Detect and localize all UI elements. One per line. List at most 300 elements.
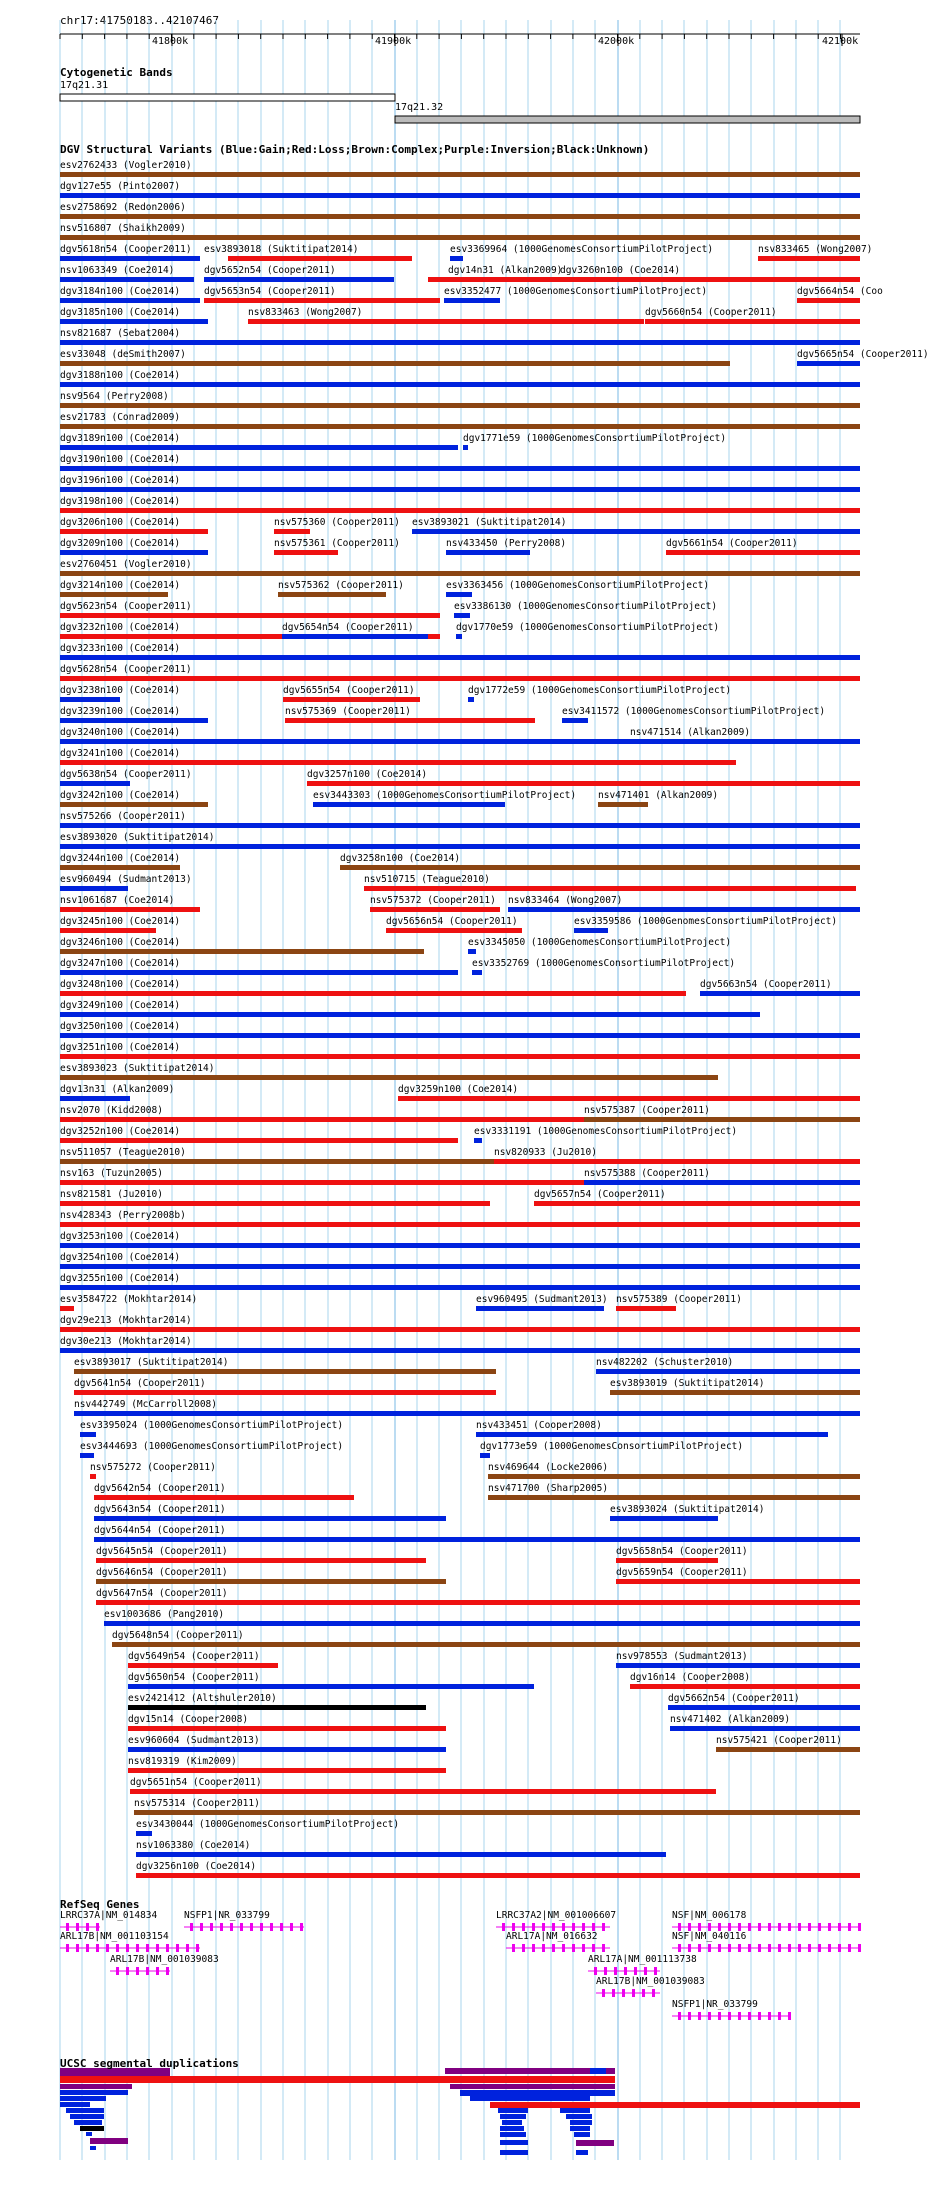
segdup-block [60, 2102, 90, 2107]
variant-bar [60, 1012, 760, 1017]
variant-bar [60, 571, 860, 576]
variant-label[interactable]: dgv3189n100 (Coe2014) [60, 433, 181, 444]
variant-label[interactable]: dgv3260n100 (Coe2014) [560, 265, 681, 276]
variant-bar [60, 781, 130, 786]
variant-bar [60, 613, 440, 618]
variant-label[interactable]: nsv482202 (Schuster2010) [596, 1357, 734, 1368]
variant-label[interactable]: esv3395024 (1000GenomesConsortiumPilotProject) [80, 1420, 344, 1431]
variant-label[interactable]: esv3430044 (1000GenomesConsortiumPilotProject) [136, 1819, 400, 1830]
variant-label[interactable]: nsv1063349 (Coe2014) [60, 265, 175, 276]
variant-bar [60, 1033, 860, 1038]
variant-label[interactable]: dgv3246n100 (Coe2014) [60, 937, 181, 948]
variant-label[interactable]: nsv821687 (Sebat2004) [60, 328, 181, 339]
variant-label[interactable]: nsv833463 (Wong2007) [248, 307, 363, 318]
variant-label[interactable]: dgv3249n100 (Coe2014) [60, 1000, 181, 1011]
refseq-exon [778, 2012, 781, 2020]
variant-label[interactable]: dgv5661n54 (Cooper2011) [666, 538, 798, 549]
ruler-tick-label: 42000k [598, 36, 635, 47]
variant-bar [468, 697, 474, 702]
variant-label[interactable]: nsv575372 (Cooper2011) [370, 895, 496, 906]
ruler-tick-label: 41800k [152, 36, 189, 47]
refseq-gene-label[interactable]: NSF|NM_040116 [672, 1931, 747, 1942]
refseq-exon [818, 1944, 821, 1952]
variant-label[interactable]: dgv5649n54 (Cooper2011) [128, 1651, 260, 1662]
variant-label[interactable]: dgv1773e59 (1000GenomesConsortiumPilotProject) [480, 1441, 744, 1452]
refseq-gene-label[interactable]: LRRC37A2|NM_001006607 [496, 1910, 617, 1921]
variant-label[interactable]: esv2758692 (Redon2006) [60, 202, 186, 213]
segdup-block [445, 2076, 615, 2083]
variant-label[interactable]: esv3893024 (Suktitipat2014) [610, 1504, 765, 1515]
variant-label[interactable]: nsv820933 (Ju2010) [494, 1147, 597, 1158]
segdup-block [500, 2140, 528, 2145]
variant-label[interactable]: dgv15n14 (Cooper2008) [128, 1714, 249, 1725]
refseq-exon [632, 1989, 635, 1997]
variant-label[interactable]: nsv575389 (Cooper2011) [616, 1294, 742, 1305]
variant-label[interactable]: dgv5659n54 (Cooper2011) [616, 1567, 748, 1578]
segdup-block [60, 2076, 460, 2083]
variant-label[interactable]: esv2760451 (Vogler2010) [60, 559, 192, 570]
cytoband-label-1: 17q21.31 [60, 80, 109, 91]
variant-label[interactable]: nsv575388 (Cooper2011) [584, 1168, 710, 1179]
variant-bar [60, 928, 156, 933]
variant-bar [60, 655, 860, 660]
variant-label[interactable]: dgv5623n54 (Cooper2011) [60, 601, 192, 612]
variant-label[interactable]: nsv575266 (Cooper2011) [60, 811, 186, 822]
variant-bar [494, 1159, 860, 1164]
variant-bar [307, 781, 860, 786]
refseq-exon [848, 1923, 851, 1931]
variant-bar [128, 1705, 426, 1710]
variant-label[interactable]: dgv5651n54 (Cooper2011) [130, 1777, 262, 1788]
variant-label[interactable]: nsv575361 (Cooper2011) [274, 538, 400, 549]
variant-bar [136, 1873, 860, 1878]
variant-bar [282, 634, 428, 639]
variant-bar [96, 1600, 860, 1605]
variant-label[interactable]: dgv5643n54 (Cooper2011) [94, 1504, 226, 1515]
variant-label[interactable]: nsv442749 (McCarroll2008) [74, 1399, 217, 1410]
variant-label[interactable]: dgv3258n100 (Coe2014) [340, 853, 461, 864]
variant-label[interactable]: esv3386130 (1000GenomesConsortiumPilotProject) [454, 601, 718, 612]
variant-bar [60, 844, 860, 849]
variant-label[interactable]: nsv469644 (Locke2006) [488, 1462, 609, 1473]
variant-label[interactable]: nsv575272 (Cooper2011) [90, 1462, 216, 1473]
segdup-block [90, 2146, 96, 2150]
variant-bar [60, 445, 458, 450]
variant-bar [428, 277, 860, 282]
variant-label[interactable]: nsv2070 (Kidd2008) [60, 1105, 163, 1116]
variant-label[interactable]: dgv3206n100 (Coe2014) [60, 517, 181, 528]
variant-bar [60, 1075, 718, 1080]
refseq-exon [808, 1944, 811, 1952]
refseq-exon [592, 1923, 595, 1931]
variant-label[interactable]: dgv3257n100 (Coe2014) [307, 769, 428, 780]
variant-label[interactable]: dgv1772e59 (1000GenomesConsortiumPilotProject) [468, 685, 732, 696]
variant-label[interactable]: dgv5645n54 (Cooper2011) [96, 1546, 228, 1557]
refseq-exon [76, 1944, 79, 1952]
refseq-gene-label[interactable]: NSFP1|NR_033799 [184, 1910, 270, 1921]
variant-bar [104, 1621, 860, 1626]
segdup-block [450, 2084, 615, 2089]
variant-label[interactable]: nsv575369 (Cooper2011) [285, 706, 411, 717]
variant-label[interactable]: dgv5644n54 (Cooper2011) [94, 1525, 226, 1536]
variant-bar [60, 739, 615, 744]
variant-bar [94, 1516, 446, 1521]
refseq-exon [602, 1989, 605, 1997]
refseq-exon [116, 1944, 119, 1952]
variant-label[interactable]: esv3444693 (1000GenomesConsortiumPilotProject) [80, 1441, 344, 1452]
refseq-exon [788, 1944, 791, 1952]
variant-label[interactable]: dgv3198n100 (Coe2014) [60, 496, 181, 507]
ruler-tick-label: 41900k [375, 36, 412, 47]
refseq-gene-label[interactable]: ARL17A|NM_016632 [506, 1931, 598, 1942]
refseq-exon [678, 1944, 681, 1952]
refseq-exon [778, 1944, 781, 1952]
refseq-exon [270, 1923, 273, 1931]
variant-bar [74, 1390, 496, 1395]
refseq-exon [146, 1944, 149, 1952]
variant-bar [128, 1768, 446, 1773]
variant-label[interactable]: esv3893021 (Suktitipat2014) [412, 517, 567, 528]
refseq-track-title: RefSeq Genes [60, 1898, 140, 1911]
variant-bar [630, 1684, 860, 1689]
variant-bar [60, 886, 128, 891]
variant-label[interactable]: dgv5628n54 (Cooper2011) [60, 664, 192, 675]
variant-bar [616, 1558, 718, 1563]
variant-label[interactable]: esv2762433 (Vogler2010) [60, 160, 192, 171]
variant-bar [60, 592, 168, 597]
variant-label[interactable]: nsv821581 (Ju2010) [60, 1189, 163, 1200]
variant-label[interactable]: nsv433451 (Cooper2008) [476, 1420, 602, 1431]
variant-label[interactable]: dgv3196n100 (Coe2014) [60, 475, 181, 486]
variant-label[interactable]: dgv5656n54 (Cooper2011) [386, 916, 518, 927]
cytoband-17q21-31 [60, 94, 395, 101]
segdup-block [60, 2084, 132, 2089]
variant-bar [616, 1663, 860, 1668]
refseq-gene-label[interactable]: ARL17B|NM_001039083 [596, 1976, 705, 1987]
refseq-exon [562, 1944, 565, 1952]
variant-label[interactable]: esv3369964 (1000GenomesConsortiumPilotProject) [450, 244, 714, 255]
variant-label[interactable]: nsv471514 (Alkan2009) [630, 727, 751, 738]
refseq-exon [798, 1923, 801, 1931]
variant-label[interactable]: dgv3241n100 (Coe2014) [60, 748, 181, 759]
variant-label[interactable]: esv3352769 (1000GenomesConsortiumPilotProject) [472, 958, 736, 969]
variant-label[interactable]: dgv5663n54 (Cooper2011) [700, 979, 832, 990]
variant-label[interactable]: dgv29e213 (Mokhtar2014) [60, 1315, 192, 1326]
variant-label[interactable]: esv21783 (Conrad2009) [60, 412, 181, 423]
variant-label[interactable]: dgv1771e59 (1000GenomesConsortiumPilotProject) [463, 433, 727, 444]
refseq-exon [542, 1923, 545, 1931]
variant-label[interactable]: dgv5664n54 (Coo [797, 286, 883, 297]
cytoband-track-title: Cytogenetic Bands [60, 66, 173, 79]
variant-label[interactable]: esv3893020 (Suktitipat2014) [60, 832, 215, 843]
variant-bar [60, 424, 860, 429]
refseq-exon [858, 1944, 861, 1952]
variant-label[interactable]: dgv3259n100 (Coe2014) [398, 1084, 519, 1095]
refseq-exon [146, 1967, 149, 1975]
cytoband-label-2: 17q21.32 [395, 102, 444, 113]
dgv-track-title: DGV Structural Variants (Blue:Gain;Red:Loss;Brown:Complex;Purple:Inversion;Black:Unknown) [60, 143, 650, 156]
refseq-exon [200, 1923, 203, 1931]
refseq-exon [106, 1944, 109, 1952]
variant-bar [60, 403, 860, 408]
refseq-exon [698, 2012, 701, 2020]
variant-label[interactable]: dgv3247n100 (Coe2014) [60, 958, 181, 969]
refseq-exon [748, 1923, 751, 1931]
variant-label[interactable]: dgv3244n100 (Coe2014) [60, 853, 181, 864]
variant-label[interactable]: nsv575360 (Cooper2011) [274, 517, 400, 528]
variant-label[interactable]: nsv516807 (Shaikh2009) [60, 223, 186, 234]
variant-bar [128, 1726, 446, 1731]
variant-label[interactable]: esv3584722 (Mokhtar2014) [60, 1294, 198, 1305]
variant-label[interactable]: dgv3253n100 (Coe2014) [60, 1231, 181, 1242]
variant-label[interactable]: esv960494 (Sudmant2013) [60, 874, 192, 885]
refseq-exon [186, 1944, 189, 1952]
segdup-block [560, 2108, 590, 2113]
variant-label[interactable]: nsv819319 (Kim2009) [128, 1756, 237, 1767]
variant-label[interactable]: dgv5642n54 (Cooper2011) [94, 1483, 226, 1494]
variant-bar [60, 697, 120, 702]
variant-bar [476, 1432, 828, 1437]
refseq-gene-label[interactable]: ARL17B|NM_001039083 [110, 1954, 219, 1965]
refseq-exon [210, 1923, 213, 1931]
variant-label[interactable]: dgv3255n100 (Coe2014) [60, 1273, 181, 1284]
variant-label[interactable]: dgv3251n100 (Coe2014) [60, 1042, 181, 1053]
variant-label[interactable]: nsv471700 (Sharp2005) [488, 1483, 609, 1494]
variant-bar [74, 1369, 496, 1374]
refseq-exon [126, 1944, 129, 1952]
variant-bar [474, 1138, 482, 1143]
variant-bar [248, 319, 644, 324]
variant-label[interactable]: dgv3209n100 (Coe2014) [60, 538, 181, 549]
variant-bar [364, 886, 856, 891]
variant-label[interactable]: nsv978553 (Sudmant2013) [616, 1651, 748, 1662]
variant-label[interactable]: dgv3245n100 (Coe2014) [60, 916, 181, 927]
variant-label[interactable]: esv960604 (Sudmant2013) [128, 1735, 260, 1746]
refseq-exon [718, 1923, 721, 1931]
variant-bar [616, 1579, 860, 1584]
refseq-exon [688, 1923, 691, 1931]
variant-label[interactable]: dgv5648n54 (Cooper2011) [112, 1630, 244, 1641]
variant-label[interactable]: dgv3254n100 (Coe2014) [60, 1252, 181, 1263]
refseq-exon [758, 1923, 761, 1931]
segdup-block [490, 2102, 860, 2108]
variant-label[interactable]: nsv1063380 (Coe2014) [136, 1840, 251, 1851]
variant-bar [128, 1747, 446, 1752]
variant-label[interactable]: dgv3256n100 (Coe2014) [136, 1861, 257, 1872]
refseq-exon [848, 1944, 851, 1952]
variant-label[interactable]: nsv575314 (Cooper2011) [134, 1798, 260, 1809]
refseq-exon [738, 1923, 741, 1931]
variant-label[interactable]: dgv14n31 (Alkan2009) [448, 265, 563, 276]
variant-label[interactable]: dgv5650n54 (Cooper2011) [128, 1672, 260, 1683]
refseq-gene-label[interactable]: ARL17A|NM_001113738 [588, 1954, 697, 1965]
variant-label[interactable]: esv33048 (deSmith2007) [60, 349, 186, 360]
variant-label[interactable]: nsv575421 (Cooper2011) [716, 1735, 842, 1746]
variant-bar [758, 256, 860, 261]
refseq-exon [290, 1923, 293, 1931]
variant-bar [60, 193, 860, 198]
refseq-exon [512, 1923, 515, 1931]
variant-label[interactable]: esv3331191 (1000GenomesConsortiumPilotProject) [474, 1126, 738, 1137]
variant-label[interactable]: nsv163 (Tuzun2005) [60, 1168, 163, 1179]
variant-bar [80, 1432, 96, 1437]
variant-label[interactable]: dgv5657n54 (Cooper2011) [534, 1189, 666, 1200]
variant-label[interactable]: esv3443303 (1000GenomesConsortiumPilotProject) [313, 790, 577, 801]
variant-label[interactable]: dgv5647n54 (Cooper2011) [96, 1588, 228, 1599]
variant-label[interactable]: dgv3238n100 (Coe2014) [60, 685, 181, 696]
variant-bar [610, 1516, 718, 1521]
refseq-gene-label[interactable]: NSF|NM_006178 [672, 1910, 747, 1921]
variant-label[interactable]: dgv3232n100 (Coe2014) [60, 622, 181, 633]
variant-bar [797, 361, 860, 366]
variant-bar [112, 1642, 860, 1647]
refseq-exon [250, 1923, 253, 1931]
variant-bar [472, 970, 482, 975]
refseq-exon [778, 1923, 781, 1931]
variant-label[interactable]: dgv5618n54 (Cooper2011) [60, 244, 192, 255]
variant-label[interactable]: nsv833464 (Wong2007) [508, 895, 623, 906]
variant-label[interactable]: dgv5662n54 (Cooper2011) [668, 1693, 800, 1704]
variant-bar [598, 802, 648, 807]
variant-bar [74, 1411, 860, 1416]
variant-bar [716, 1747, 860, 1752]
variant-label[interactable]: esv3352477 (1000GenomesConsortiumPilotProject) [444, 286, 708, 297]
refseq-exon [652, 1989, 655, 1997]
variant-bar [60, 298, 200, 303]
refseq-exon [512, 1944, 515, 1952]
refseq-gene-label[interactable]: NSFP1|NR_033799 [672, 1999, 758, 2010]
refseq-exon [604, 1967, 607, 1975]
variant-label[interactable]: dgv5655n54 (Cooper2011) [283, 685, 415, 696]
variant-label[interactable]: esv3363456 (1000GenomesConsortiumPilotProject) [446, 580, 710, 591]
variant-label[interactable]: dgv5641n54 (Cooper2011) [74, 1378, 206, 1389]
variant-label[interactable]: dgv1770e59 (1000GenomesConsortiumPilotProject) [456, 622, 720, 633]
refseq-gene-label[interactable]: LRRC37A|NM_014834 [60, 1910, 158, 1921]
variant-bar [136, 1831, 152, 1836]
refseq-exon [644, 1967, 647, 1975]
variant-bar [60, 382, 860, 387]
variant-label[interactable]: dgv5665n54 (Cooper2011) [797, 349, 929, 360]
refseq-exon [532, 1923, 535, 1931]
variant-label[interactable]: nsv471402 (Alkan2009) [670, 1714, 791, 1725]
variant-label[interactable]: dgv16n14 (Cooper2008) [630, 1672, 751, 1683]
variant-label[interactable]: nsv575387 (Cooper2011) [584, 1105, 710, 1116]
variant-label[interactable]: esv3345050 (1000GenomesConsortiumPilotProject) [468, 937, 732, 948]
variant-label[interactable]: dgv30e213 (Mokhtar2014) [60, 1336, 192, 1347]
refseq-gene-label[interactable]: ARL17B|NM_001103154 [60, 1931, 169, 1942]
variant-label[interactable]: esv3893019 (Suktitipat2014) [610, 1378, 765, 1389]
variant-label[interactable]: nsv471401 (Alkan2009) [598, 790, 719, 801]
variant-label[interactable]: dgv3184n100 (Coe2014) [60, 286, 181, 297]
variant-bar [562, 718, 588, 723]
variant-bar [278, 592, 386, 597]
variant-label[interactable]: dgv5654n54 (Cooper2011) [282, 622, 414, 633]
segdup-block [460, 2090, 615, 2096]
variant-label[interactable]: dgv5638n54 (Cooper2011) [60, 769, 192, 780]
variant-label[interactable]: esv3893023 (Suktitipat2014) [60, 1063, 215, 1074]
variant-bar [60, 487, 860, 492]
variant-label[interactable]: esv3893018 (Suktitipat2014) [204, 244, 359, 255]
variant-label[interactable]: dgv13n31 (Alkan2009) [60, 1084, 175, 1095]
variant-label[interactable]: dgv3248n100 (Coe2014) [60, 979, 181, 990]
variant-label[interactable]: dgv5652n54 (Cooper2011) [204, 265, 336, 276]
refseq-exon [708, 1944, 711, 1952]
variant-label[interactable]: nsv428343 (Perry2008b) [60, 1210, 186, 1221]
refseq-exon [758, 2012, 761, 2020]
variant-label[interactable]: nsv510715 (Teague2010) [364, 874, 490, 885]
refseq-exon [678, 1923, 681, 1931]
segdup-block [500, 2150, 528, 2155]
variant-label[interactable]: nsv575362 (Cooper2011) [278, 580, 404, 591]
variant-label[interactable]: dgv127e55 (Pinto2007) [60, 181, 181, 192]
segdup-block [470, 2096, 590, 2101]
refseq-exon [718, 1944, 721, 1952]
variant-label[interactable]: dgv3250n100 (Coe2014) [60, 1021, 181, 1032]
refseq-exon [838, 1944, 841, 1952]
variant-label[interactable]: esv1003686 (Pang2010) [104, 1609, 225, 1620]
variant-label[interactable]: nsv1061687 (Coe2014) [60, 895, 175, 906]
variant-label[interactable]: dgv5653n54 (Cooper2011) [204, 286, 336, 297]
variant-bar [60, 1285, 860, 1290]
refseq-exon [788, 1923, 791, 1931]
variant-bar [228, 256, 412, 261]
locus-label: chr17:41750183..42107467 [60, 14, 219, 27]
variant-bar [60, 529, 208, 534]
variant-bar [60, 802, 208, 807]
variant-label[interactable]: dgv3190n100 (Coe2014) [60, 454, 181, 465]
variant-label[interactable]: esv3411572 (1000GenomesConsortiumPilotProject) [562, 706, 826, 717]
variant-label[interactable]: esv3359586 (1000GenomesConsortiumPilotProject) [574, 916, 838, 927]
variant-label[interactable]: dgv3242n100 (Coe2014) [60, 790, 181, 801]
variant-label[interactable]: dgv3252n100 (Coe2014) [60, 1126, 181, 1137]
variant-bar [398, 1096, 860, 1101]
variant-label[interactable]: dgv5660n54 (Cooper2011) [645, 307, 777, 318]
variant-label[interactable]: dgv3240n100 (Coe2014) [60, 727, 181, 738]
variant-bar [508, 907, 860, 912]
refseq-exon [758, 1944, 761, 1952]
variant-label[interactable]: esv2421412 (Altshuler2010) [128, 1693, 277, 1704]
refseq-exon [532, 1944, 535, 1952]
variant-bar [204, 277, 394, 282]
variant-label[interactable]: dgv3188n100 (Coe2014) [60, 370, 181, 381]
variant-label[interactable]: dgv3233n100 (Coe2014) [60, 643, 181, 654]
refseq-exon [768, 1944, 771, 1952]
segdup-block [445, 2068, 615, 2074]
refseq-exon [166, 1967, 169, 1975]
ruler-tick-label: 42100k [822, 36, 859, 47]
variant-label[interactable]: nsv433450 (Perry2008) [446, 538, 567, 549]
variant-label[interactable]: nsv833465 (Wong2007) [758, 244, 873, 255]
segdup-block [500, 2126, 524, 2131]
variant-bar [584, 1180, 860, 1185]
variant-label[interactable]: esv960495 (Sudmant2013) [476, 1294, 608, 1305]
variant-label[interactable]: dgv3239n100 (Coe2014) [60, 706, 181, 717]
refseq-exon [502, 1923, 505, 1931]
variant-bar [412, 529, 860, 534]
variant-label[interactable]: dgv3185n100 (Coe2014) [60, 307, 181, 318]
variant-label[interactable]: nsv9564 (Perry2008) [60, 391, 169, 402]
variant-label[interactable]: esv3893017 (Suktitipat2014) [74, 1357, 229, 1368]
refseq-exon [738, 2012, 741, 2020]
refseq-exon [572, 1944, 575, 1952]
variant-label[interactable]: dgv5646n54 (Cooper2011) [96, 1567, 228, 1578]
segdup-block [60, 2090, 128, 2095]
variant-label[interactable]: dgv5658n54 (Cooper2011) [616, 1546, 748, 1557]
refseq-exon [96, 1923, 99, 1931]
variant-bar [60, 361, 730, 366]
variant-label[interactable]: nsv511057 (Teague2010) [60, 1147, 186, 1158]
variant-label[interactable]: dgv3214n100 (Coe2014) [60, 580, 181, 591]
